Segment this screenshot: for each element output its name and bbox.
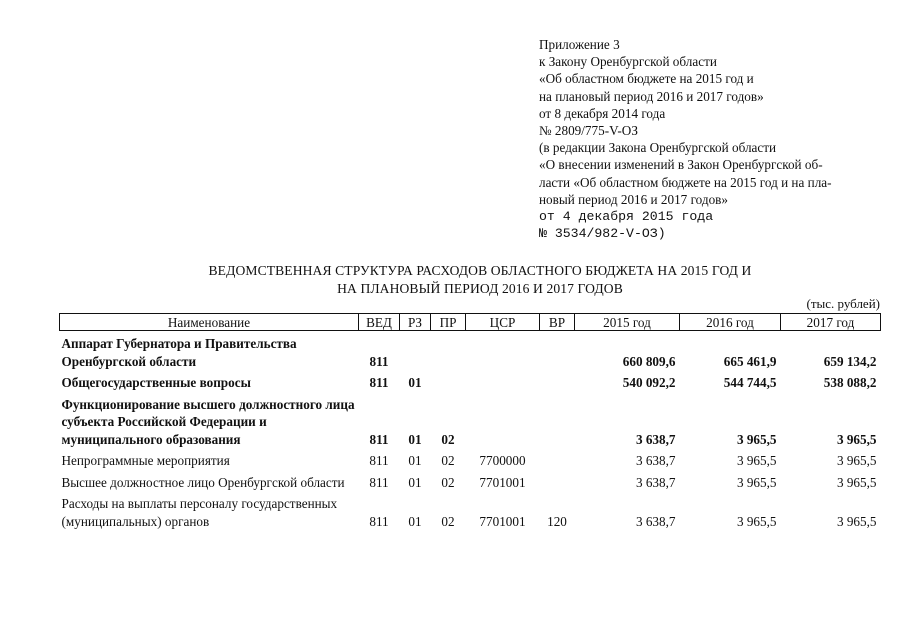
appendix-number-stamp: № 3534/982-V-ОЗ) [539, 226, 666, 242]
row-2016: 665 461,9 [723, 353, 777, 369]
row-name: Расходы на выплаты персоналу государственных (муниципальных) органов [61, 496, 338, 529]
row-vr [540, 474, 575, 492]
row-2017: 3 965,5 [836, 431, 877, 447]
row-2017: 3 965,5 [836, 474, 877, 490]
table-header-row [60, 314, 881, 331]
header-rz: РЗ [400, 314, 431, 331]
row-ved: 811 [369, 375, 389, 390]
header-name: Наименование [60, 314, 359, 331]
row-csr [466, 374, 540, 392]
table-row [60, 495, 881, 530]
header-2016: 2016 год [680, 314, 781, 331]
row-name: Высшее должностное лицо Оренбургской области [61, 474, 345, 490]
row-pr [431, 335, 466, 370]
row-rz: 01 [408, 431, 422, 447]
row-2015: 3 638,7 [635, 431, 676, 447]
row-2015: 3 638,7 [635, 474, 676, 490]
header-pr: ПР [431, 314, 466, 331]
header-2015: 2015 год [575, 314, 680, 331]
appendix-line: «О внесении изменений в Закон Оренбургской об- [539, 157, 823, 173]
row-2016: 3 965,5 [736, 513, 777, 529]
appendix-line: Приложение 3 [539, 37, 620, 52]
row-name: Функционирование высшего должностного лица субъекта Российской Федерации и муниципального образования [61, 396, 355, 447]
row-vr [540, 452, 575, 470]
row-rz [400, 335, 431, 370]
document-title [120, 262, 840, 297]
row-pr: 02 [441, 431, 455, 447]
row-vr [540, 374, 575, 392]
row-ved: 811 [369, 431, 389, 447]
appendix-line: ласти «Об областном бюджете на 2015 год и на пла- [539, 174, 832, 190]
appendix-line: от 8 декабря 2014 года [539, 105, 666, 121]
row-csr: 7700000 [479, 453, 526, 468]
row-ved: 811 [369, 474, 389, 490]
row-2017: 538 088,2 [823, 375, 877, 390]
appendix-line: № 2809/775-V-ОЗ [539, 123, 638, 139]
header-ved: ВЕД [359, 314, 400, 331]
row-rz: 01 [408, 453, 422, 468]
row-csr [466, 396, 540, 449]
row-rz: 01 [408, 375, 422, 390]
budget-table [59, 313, 881, 530]
row-2017: 659 134,2 [823, 353, 877, 369]
row-rz: 01 [408, 474, 422, 490]
row-ved: 811 [369, 513, 389, 529]
table-row [60, 396, 881, 449]
row-vr: 120 [547, 513, 567, 529]
table-row [60, 452, 881, 470]
header-2017: 2017 год [781, 314, 881, 331]
row-2016: 544 744,5 [723, 375, 777, 390]
row-pr [431, 374, 466, 392]
row-2015: 3 638,7 [635, 453, 676, 468]
appendix-line: новый период 2016 и 2017 годов» [539, 191, 728, 207]
header-vr: ВР [540, 314, 575, 331]
row-2015: 540 092,2 [622, 375, 676, 390]
appendix-date-stamp: от 4 декабря 2015 года [539, 209, 714, 225]
row-name: Аппарат Губернатора и Правительства Оренбургской области [61, 336, 297, 369]
table-row [60, 374, 881, 392]
row-ved: 811 [369, 353, 389, 369]
row-pr: 02 [441, 453, 455, 468]
appendix-line: (в редакции Закона Оренбургской области [539, 140, 777, 156]
title-line-2: НА ПЛАНОВЫЙ ПЕРИОД 2016 И 2017 ГОДОВ [337, 280, 623, 296]
appendix-line: на плановый период 2016 и 2017 годов» [539, 88, 764, 104]
table-row [60, 474, 881, 492]
row-rz: 01 [408, 513, 422, 529]
row-csr [466, 335, 540, 370]
row-2016: 3 965,5 [736, 453, 777, 468]
row-2016: 3 965,5 [736, 431, 777, 447]
appendix-line: «Об областном бюджете на 2015 год и [539, 71, 754, 87]
row-csr: 7701001 [479, 474, 526, 490]
row-vr [540, 335, 575, 370]
row-2015: 660 809,6 [622, 353, 676, 369]
row-pr: 02 [441, 474, 455, 490]
row-vr [540, 396, 575, 449]
row-2017: 3 965,5 [836, 453, 877, 468]
row-ved: 811 [369, 453, 389, 468]
row-2015: 3 638,7 [635, 513, 676, 529]
appendix-block [539, 36, 899, 242]
units-label: (тыс. рублей) [806, 296, 880, 311]
row-name: Общегосударственные вопросы [61, 375, 251, 390]
row-csr: 7701001 [479, 513, 526, 529]
row-2016: 3 965,5 [736, 474, 777, 490]
row-2017: 3 965,5 [836, 513, 877, 529]
header-csr: ЦСР [466, 314, 540, 331]
appendix-line: к Закону Оренбургской области [539, 54, 717, 70]
table-row [60, 335, 881, 370]
title-line-1: ВЕДОМСТВЕННАЯ СТРУКТУРА РАСХОДОВ ОБЛАСТНОГО БЮДЖЕТА НА 2015 ГОД И [208, 263, 752, 278]
row-pr: 02 [441, 513, 455, 529]
row-name: Непрограммные мероприятия [61, 453, 230, 468]
